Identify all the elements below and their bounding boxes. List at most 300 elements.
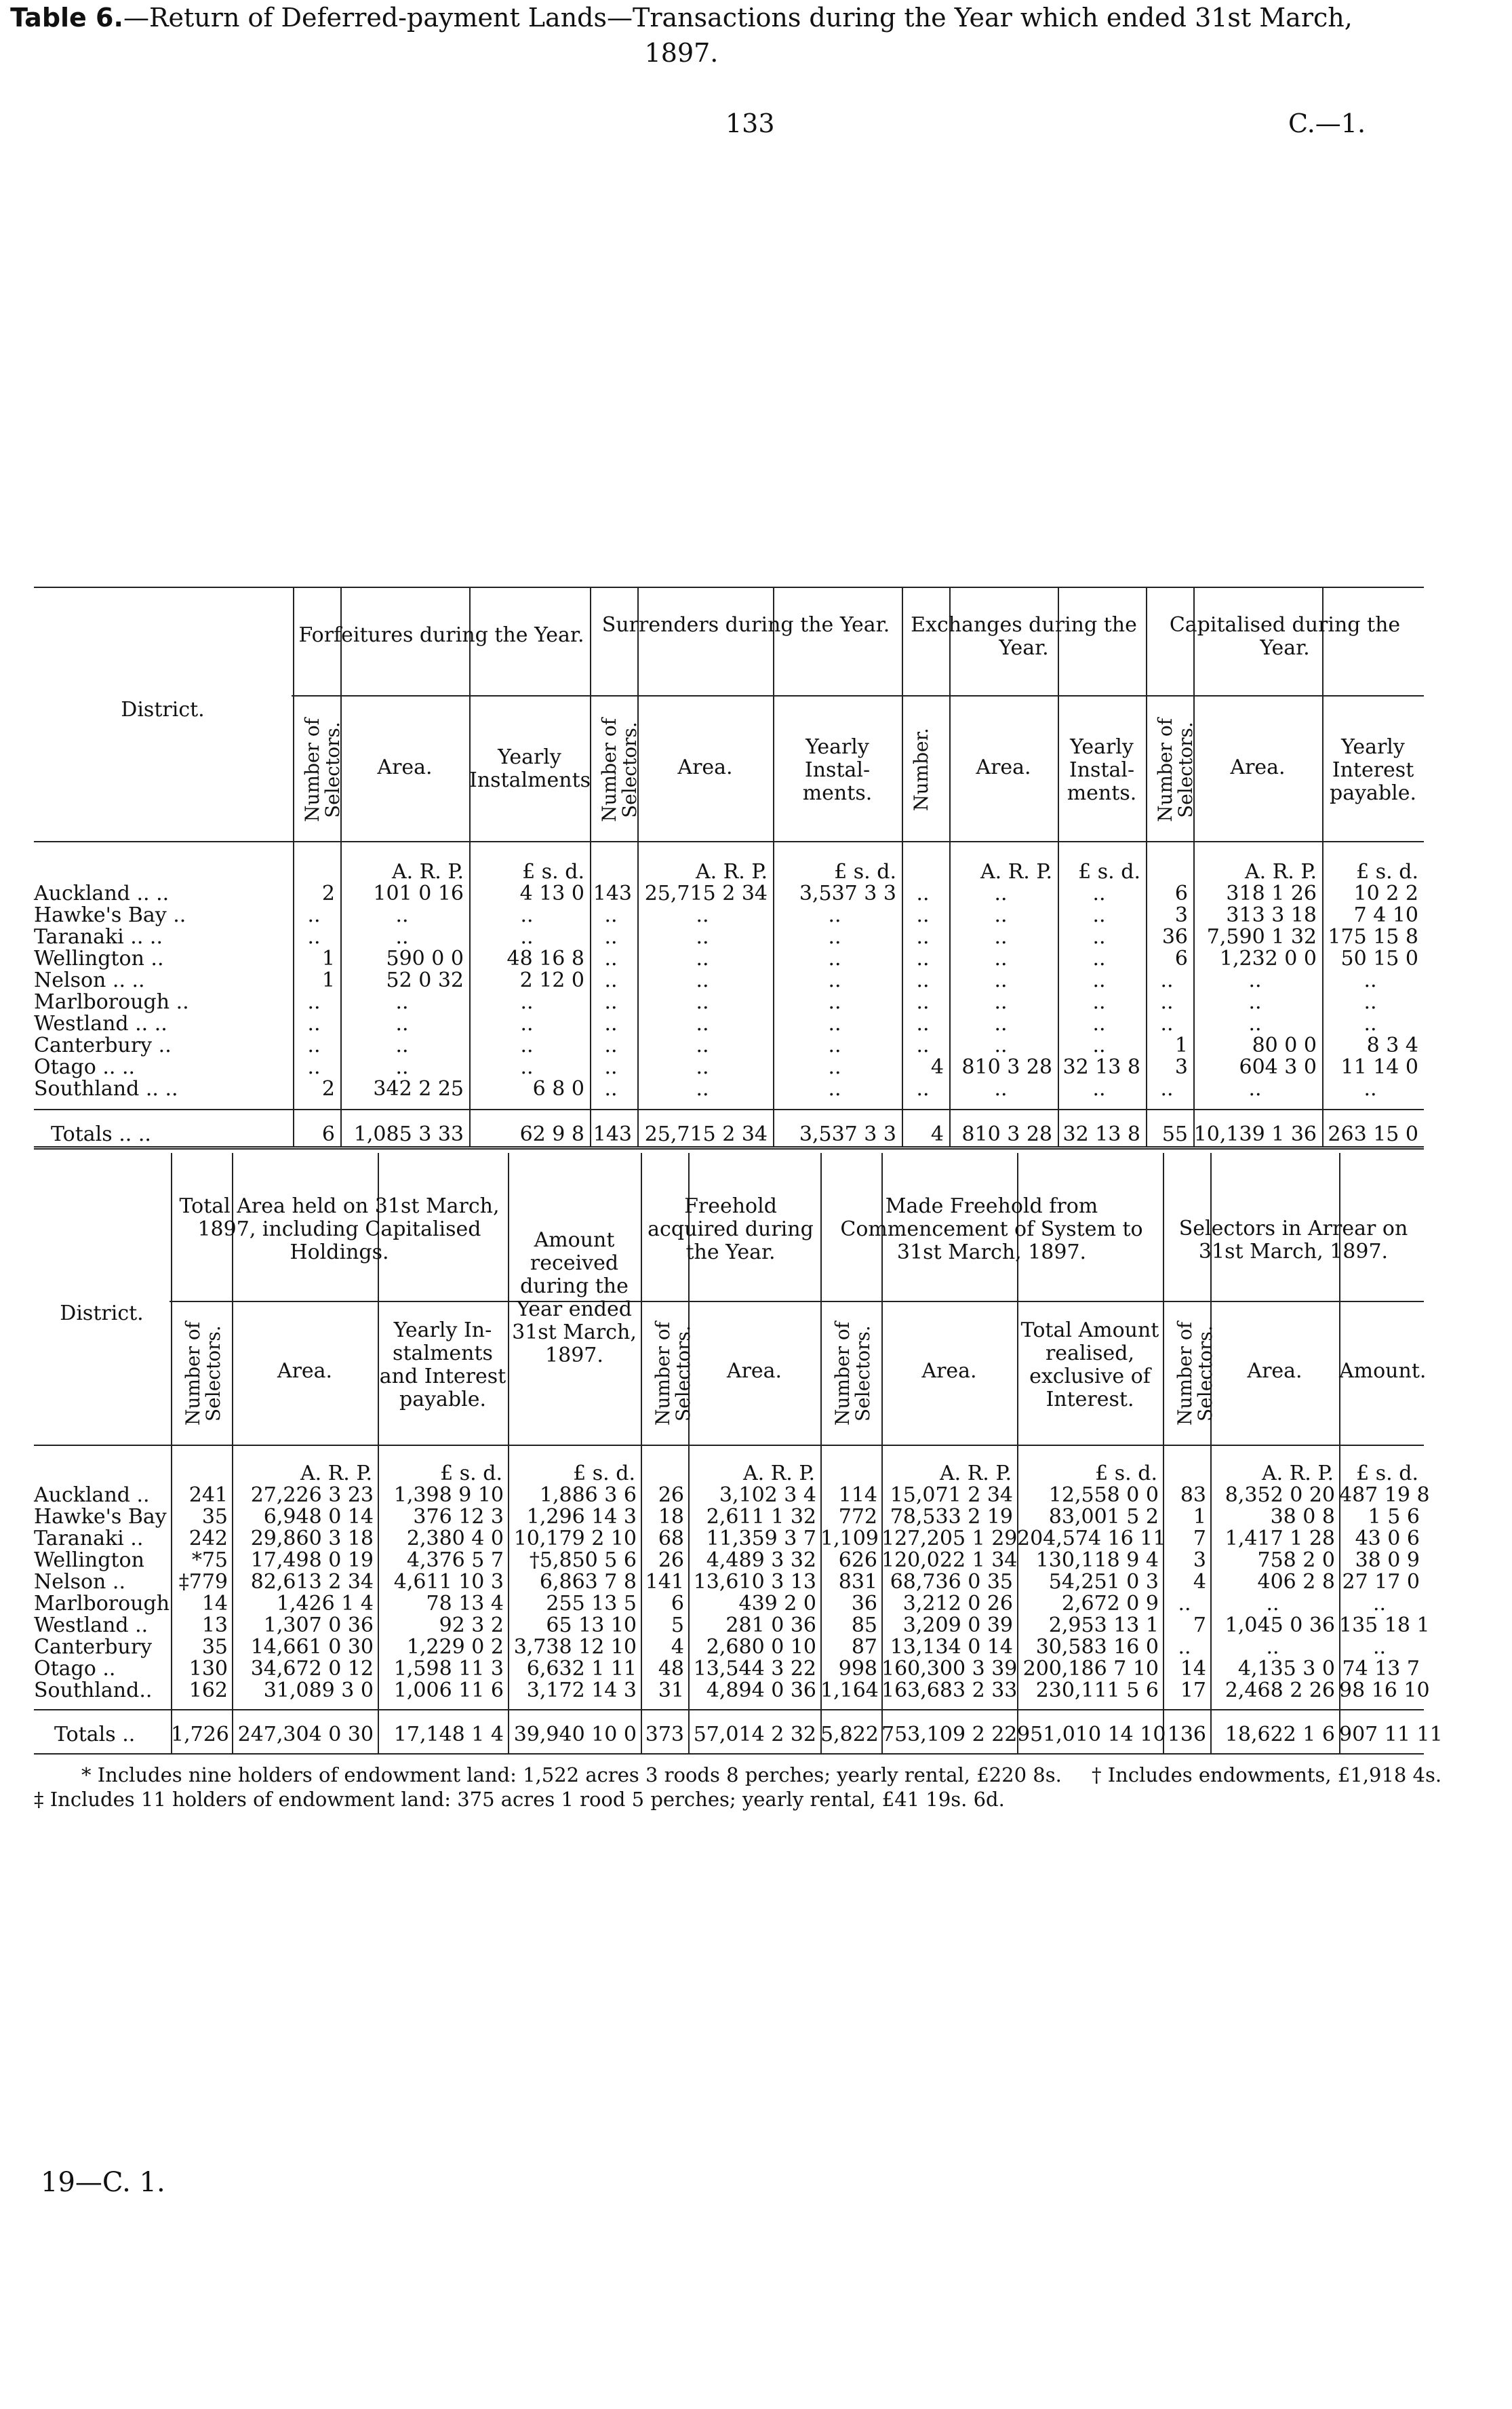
district-header: District. bbox=[121, 698, 205, 722]
totals-cell: 263 15 0 bbox=[1328, 1122, 1418, 1146]
table-cell: 8 3 4 bbox=[1366, 1034, 1418, 1057]
table-cell: .. bbox=[994, 882, 1008, 905]
table-cell: 163,683 2 33 bbox=[881, 1679, 1018, 1702]
table-cell: 1 bbox=[321, 947, 335, 971]
table-cell: 3 bbox=[1174, 903, 1188, 927]
table-cell: 7,590 1 32 bbox=[1206, 925, 1317, 949]
table-cell: 2 12 0 bbox=[519, 968, 584, 992]
table-cell: .. bbox=[395, 925, 409, 949]
table-cell: 313 3 18 bbox=[1226, 903, 1317, 927]
table-cell: 376 12 3 bbox=[413, 1505, 504, 1529]
table-cell: 4,489 3 32 bbox=[706, 1548, 816, 1572]
header-yearly-instalments: Yearly In-stalments and Interest payable. bbox=[379, 1318, 506, 1411]
table-cell: .. bbox=[696, 990, 709, 1014]
unit-label: A. R. P. bbox=[980, 860, 1052, 884]
table-cell: 52 0 32 bbox=[386, 968, 464, 992]
totals-cell: 18,622 1 6 bbox=[1225, 1723, 1335, 1746]
table-cell: 15,071 2 34 bbox=[890, 1483, 1013, 1507]
group-amount-received: Amount received during the Year ended 31st March, 1897. bbox=[512, 1228, 637, 1367]
table-cell: .. bbox=[604, 925, 618, 949]
header-area: Area. bbox=[921, 1359, 977, 1383]
table-cell: 10 2 2 bbox=[1353, 882, 1418, 905]
table-cell: 4 bbox=[930, 1055, 944, 1079]
table-cell: .. bbox=[1092, 1077, 1106, 1101]
table-cell: .. bbox=[696, 1055, 709, 1079]
table-cell: 13,134 0 14 bbox=[890, 1635, 1013, 1659]
table-cell: †5,850 5 6 bbox=[529, 1548, 637, 1572]
table-cell: 4,611 10 3 bbox=[393, 1570, 504, 1594]
table-cell: 2,468 2 26 bbox=[1225, 1679, 1335, 1702]
totals-cell: 25,715 2 34 bbox=[644, 1122, 768, 1146]
table-cell: 230,111 5 6 bbox=[1035, 1679, 1159, 1702]
table-cell: .. bbox=[994, 1077, 1008, 1101]
table-cell: 114 bbox=[838, 1483, 877, 1507]
rule-line bbox=[34, 587, 1424, 588]
table-cell: .. bbox=[828, 968, 841, 992]
table-cell: .. bbox=[520, 1034, 534, 1057]
table-cell: 82,613 2 34 bbox=[250, 1570, 374, 1594]
table-cell: 35 bbox=[201, 1635, 228, 1659]
table-cell: .. bbox=[696, 1034, 709, 1057]
table-number: Table 6. bbox=[10, 3, 123, 33]
district-name: Canterbury .. bbox=[34, 1034, 172, 1057]
table-cell: 31 bbox=[658, 1679, 684, 1702]
table-cell: .. bbox=[604, 947, 618, 971]
table-cell: 26 bbox=[658, 1548, 684, 1572]
rule-line bbox=[34, 1753, 1424, 1755]
table-cell: .. bbox=[1160, 1077, 1174, 1101]
table-cell: 92 3 2 bbox=[439, 1613, 504, 1637]
district-name: Marlborough bbox=[34, 1592, 170, 1615]
page-footer: 19—C. 1. bbox=[41, 2167, 165, 2198]
table-cell: .. bbox=[1092, 990, 1106, 1014]
district-name: Otago .. bbox=[34, 1657, 116, 1681]
table-cell: 83,001 5 2 bbox=[1048, 1505, 1159, 1529]
table-cell: 6,863 7 8 bbox=[539, 1570, 637, 1594]
totals-cell: 247,304 0 30 bbox=[237, 1723, 374, 1746]
table-cell: 810 3 28 bbox=[961, 1055, 1052, 1079]
table-cell: 14 bbox=[1180, 1657, 1206, 1681]
unit-label: A. R. P. bbox=[300, 1462, 372, 1485]
table-cell: .. bbox=[1092, 882, 1106, 905]
district-name: Taranaki .. bbox=[34, 1527, 144, 1550]
table-cell: 318 1 26 bbox=[1226, 882, 1317, 905]
table-cell: .. bbox=[1092, 903, 1106, 927]
table-cell: .. bbox=[994, 968, 1008, 992]
table-cell: 406 2 8 bbox=[1257, 1570, 1335, 1594]
table-cell: 1,229 0 2 bbox=[406, 1635, 504, 1659]
table-cell: .. bbox=[828, 903, 841, 927]
unit-label: A. R. P. bbox=[1244, 860, 1317, 884]
table-cell: .. bbox=[307, 1012, 321, 1036]
table-cell: 998 bbox=[838, 1657, 877, 1681]
table-cell: .. bbox=[1372, 1635, 1387, 1659]
table-cell: 1 5 6 bbox=[1368, 1505, 1420, 1529]
table-cell: .. bbox=[1160, 968, 1174, 992]
header-area: Area. bbox=[1230, 756, 1286, 779]
district-name: Nelson .. bbox=[34, 1570, 125, 1594]
table-cell: .. bbox=[828, 1055, 841, 1079]
header-yearly-instalments: Yearly Instal-ments. bbox=[1067, 735, 1137, 805]
table-cell: 6 bbox=[1174, 882, 1188, 905]
table-cell: 98 16 10 bbox=[1339, 1679, 1430, 1702]
table-cell: 11 14 0 bbox=[1340, 1055, 1418, 1079]
table-cell: .. bbox=[994, 1034, 1008, 1057]
unit-label: £ s. d. bbox=[440, 1462, 502, 1485]
table-cell: 6 bbox=[1174, 947, 1188, 971]
table-cell: 74 13 7 bbox=[1342, 1657, 1420, 1681]
table-cell: .. bbox=[1364, 1012, 1377, 1036]
table-cell: .. bbox=[828, 990, 841, 1014]
unit-label: A. R. P. bbox=[695, 860, 768, 884]
table-cell: 1,426 1 4 bbox=[276, 1592, 374, 1615]
table-cell: 87 bbox=[851, 1635, 877, 1659]
table-cell: .. bbox=[520, 1055, 534, 1079]
table-cell: 13,544 3 22 bbox=[693, 1657, 816, 1681]
totals-cell: 143 bbox=[593, 1122, 632, 1146]
table-cell: 758 2 0 bbox=[1257, 1548, 1335, 1572]
table-cell: 6 bbox=[671, 1592, 684, 1615]
unit-label: £ s. d. bbox=[1095, 1462, 1157, 1485]
unit-label: £ s. d. bbox=[1356, 860, 1418, 884]
table-cell: 6,632 1 11 bbox=[526, 1657, 637, 1681]
table-cell: 2,680 0 10 bbox=[706, 1635, 816, 1659]
header-yearly-instalments: Yearly Instalments bbox=[469, 745, 591, 792]
unit-label: £ s. d. bbox=[834, 860, 896, 884]
table-cell: 772 bbox=[838, 1505, 877, 1529]
table-cell: 1,398 9 10 bbox=[393, 1483, 504, 1507]
table-cell: .. bbox=[520, 1012, 534, 1036]
table-cell: 34,672 0 12 bbox=[250, 1657, 374, 1681]
totals-cell: 10,139 1 36 bbox=[1193, 1122, 1317, 1146]
table-cell: 1 bbox=[1174, 1034, 1188, 1057]
table-cell: 35 bbox=[201, 1505, 228, 1529]
table-cell: .. bbox=[1178, 1635, 1191, 1659]
table-cell: .. bbox=[307, 925, 321, 949]
table-cell: 3,172 14 3 bbox=[526, 1679, 637, 1702]
table-cell: 200,186 7 10 bbox=[1022, 1657, 1159, 1681]
table-title: —Return of Deferred-payment Lands—Transactions during the Year which ended 31st March, 1897. bbox=[123, 3, 1353, 68]
table-cell: 18 bbox=[658, 1505, 684, 1529]
table-cell: .. bbox=[604, 968, 618, 992]
table-cell: .. bbox=[307, 1055, 321, 1079]
table-cell: .. bbox=[604, 1055, 618, 1079]
table-cell: 78,533 2 19 bbox=[890, 1505, 1013, 1529]
table-cell: 162 bbox=[188, 1679, 228, 1702]
table-cell: 175 15 8 bbox=[1328, 925, 1418, 949]
table-cell: .. bbox=[604, 1077, 618, 1101]
table-cell: .. bbox=[1160, 1012, 1174, 1036]
table-cell: .. bbox=[1364, 990, 1377, 1014]
totals-cell: 907 11 11 bbox=[1339, 1723, 1443, 1746]
table-cell: 13 bbox=[201, 1613, 228, 1637]
table-cell: 2 bbox=[321, 882, 335, 905]
table-cell: 38 0 9 bbox=[1355, 1548, 1420, 1572]
table-cell: .. bbox=[604, 1034, 618, 1057]
table-cell: 3,738 12 10 bbox=[513, 1635, 637, 1659]
unit-label: A. R. P. bbox=[391, 860, 464, 884]
table-cell: 80 0 0 bbox=[1252, 1034, 1317, 1057]
district-name: Hawke's Bay .. bbox=[34, 903, 186, 927]
table-cell: 13,610 3 13 bbox=[693, 1570, 816, 1594]
table-cell: 241 bbox=[188, 1483, 228, 1507]
table-cell: .. bbox=[828, 1034, 841, 1057]
table-cell: 4,135 3 0 bbox=[1237, 1657, 1335, 1681]
table-cell: 1,232 0 0 bbox=[1219, 947, 1317, 971]
footnote-dagger: † Includes endowments, £1,918 4s. bbox=[1092, 1763, 1442, 1786]
table-cell: .. bbox=[994, 925, 1008, 949]
vertical-header: Number of Selectors. bbox=[1154, 718, 1197, 822]
totals-cell: 1,726 bbox=[171, 1723, 229, 1746]
table-cell: .. bbox=[1248, 990, 1262, 1014]
totals-cell: 55 bbox=[1161, 1122, 1188, 1146]
rule-line bbox=[170, 1301, 1424, 1302]
table-cell: 6 8 0 bbox=[532, 1077, 584, 1101]
header-area: Area. bbox=[1247, 1359, 1302, 1383]
table-cell: 4 bbox=[671, 1635, 684, 1659]
table-cell: 25,715 2 34 bbox=[644, 882, 768, 905]
vertical-header: Number of Selectors. bbox=[831, 1321, 874, 1426]
table-cell: *75 bbox=[191, 1548, 228, 1572]
table-cell: 1 bbox=[321, 968, 335, 992]
table-cell: .. bbox=[1364, 968, 1377, 992]
table-cell: 68 bbox=[658, 1527, 684, 1550]
table-cell: 3,537 3 3 bbox=[799, 882, 896, 905]
table-cell: 439 2 0 bbox=[738, 1592, 816, 1615]
table-cell: 281 0 36 bbox=[725, 1613, 816, 1637]
table-cell: .. bbox=[1364, 1077, 1377, 1101]
unit-label: A. R. P. bbox=[1261, 1462, 1334, 1485]
table-caption bbox=[0, 0, 1363, 71]
totals-cell: 57,014 2 32 bbox=[693, 1723, 816, 1746]
table-cell: 7 4 10 bbox=[1353, 903, 1418, 927]
table-cell: .. bbox=[604, 990, 618, 1014]
unit-label: A. R. P. bbox=[742, 1462, 815, 1485]
table-cell: 130 bbox=[188, 1657, 228, 1681]
table-cell: .. bbox=[916, 990, 930, 1014]
table-cell: 6,948 0 14 bbox=[263, 1505, 374, 1529]
table-cell: .. bbox=[916, 882, 930, 905]
table-cell: .. bbox=[1092, 1012, 1106, 1036]
district-name: Canterbury bbox=[34, 1635, 153, 1659]
table-cell: 2,953 13 1 bbox=[1048, 1613, 1159, 1637]
table-cell: .. bbox=[696, 968, 709, 992]
vertical-header: Number of Selectors. bbox=[652, 1321, 694, 1426]
table-cell: 85 bbox=[851, 1613, 877, 1637]
table-cell: 604 3 0 bbox=[1239, 1055, 1317, 1079]
table-cell: .. bbox=[1092, 947, 1106, 971]
table-cell: .. bbox=[916, 1077, 930, 1101]
rule-line bbox=[292, 695, 1424, 697]
table-cell: .. bbox=[1266, 1635, 1279, 1659]
table-cell: 130,118 9 4 bbox=[1035, 1548, 1159, 1572]
header-area: Area. bbox=[976, 756, 1031, 779]
table-cell: 68,736 0 35 bbox=[890, 1570, 1013, 1594]
header-yearly-instalments: Yearly Instal-ments. bbox=[802, 735, 873, 805]
district-name: Marlborough .. bbox=[34, 990, 189, 1014]
totals-label: Totals .. .. bbox=[51, 1122, 151, 1146]
vertical-header: Number of Selectors. bbox=[182, 1321, 224, 1426]
table-cell: .. bbox=[520, 903, 534, 927]
table-cell: 342 2 25 bbox=[373, 1077, 464, 1101]
table-cell: .. bbox=[916, 1034, 930, 1057]
table-cell: .. bbox=[604, 1012, 618, 1036]
table-cell: 2,380 4 0 bbox=[406, 1527, 504, 1550]
table-cell: .. bbox=[395, 1055, 409, 1079]
table-cell: 204,574 16 11 bbox=[1017, 1527, 1166, 1550]
header-area: Area. bbox=[677, 756, 733, 779]
table-cell: 1,307 0 36 bbox=[263, 1613, 374, 1637]
table-cell: .. bbox=[1092, 925, 1106, 949]
table-cell: .. bbox=[395, 1012, 409, 1036]
table-cell: .. bbox=[994, 903, 1008, 927]
table-cell: 2,672 0 9 bbox=[1061, 1592, 1159, 1615]
table-cell: 17 bbox=[1180, 1679, 1206, 1702]
table-cell: .. bbox=[828, 925, 841, 949]
district-name: Southland .. .. bbox=[34, 1077, 178, 1101]
unit-label: £ s. d. bbox=[522, 860, 584, 884]
vertical-header: Number of Selectors. bbox=[598, 718, 641, 822]
table-cell: 255 13 5 bbox=[546, 1592, 637, 1615]
table-cell: .. bbox=[828, 947, 841, 971]
group-surrenders: Surrenders during the Year. bbox=[601, 613, 890, 637]
footnote-double-dagger: ‡ Includes 11 holders of endowment land: 375 acres 1 rood 5 perches; yearly rental, £41 19s. 6d. bbox=[34, 1788, 1005, 1811]
table-cell: 5 bbox=[671, 1613, 684, 1637]
district-name: Auckland .. bbox=[34, 1483, 150, 1507]
table-cell: 590 0 0 bbox=[386, 947, 464, 971]
table-cell: 1,886 3 6 bbox=[539, 1483, 637, 1507]
table-cell: 3,102 3 4 bbox=[719, 1483, 816, 1507]
unit-label: £ s. d. bbox=[573, 1462, 635, 1485]
table-cell: 1,417 1 28 bbox=[1225, 1527, 1335, 1550]
table-cell: 78 13 4 bbox=[426, 1592, 504, 1615]
table-cell: 4,894 0 36 bbox=[706, 1679, 816, 1702]
table-cell: 31,089 3 0 bbox=[263, 1679, 374, 1702]
table-cell: 30,583 16 0 bbox=[1035, 1635, 1159, 1659]
table-cell: .. bbox=[520, 990, 534, 1014]
table-cell: 27,226 3 23 bbox=[250, 1483, 374, 1507]
unit-label: A. R. P. bbox=[939, 1462, 1012, 1485]
totals-cell: 753,109 2 22 bbox=[881, 1723, 1018, 1746]
footnote-star: * Includes nine holders of endowment land: 1,522 acres 3 roods 8 perches; yearly rental, £220 8s. bbox=[81, 1763, 1062, 1786]
totals-cell: 6 bbox=[321, 1122, 335, 1146]
group-forfeitures: Forfeitures during the Year. bbox=[298, 623, 584, 647]
table-cell: 1,006 11 6 bbox=[393, 1679, 504, 1702]
table-cell: .. bbox=[395, 1034, 409, 1057]
district-name: Nelson .. .. bbox=[34, 968, 145, 992]
table-cell: .. bbox=[916, 947, 930, 971]
header-area: Area. bbox=[277, 1359, 333, 1383]
table-cell: 127,205 1 29 bbox=[881, 1527, 1018, 1550]
page-reference: C.—1. bbox=[1288, 109, 1366, 138]
table-cell: .. bbox=[1248, 1077, 1262, 1101]
table-cell: 160,300 3 39 bbox=[881, 1657, 1018, 1681]
table-cell: 11,359 3 7 bbox=[706, 1527, 816, 1550]
table-cell: .. bbox=[696, 1012, 709, 1036]
group-made-freehold: Made Freehold from Commencement of System to 31st March, 1897. bbox=[840, 1194, 1143, 1264]
table-cell: 143 bbox=[593, 882, 632, 905]
header-total-realised: Total Amount realised, exclusive of Interest. bbox=[1020, 1318, 1159, 1411]
district-name: Westland .. .. bbox=[34, 1012, 167, 1036]
table-cell: 3,209 0 39 bbox=[902, 1613, 1013, 1637]
table-cell: 7 bbox=[1193, 1613, 1206, 1637]
rule-line bbox=[34, 841, 1424, 842]
page-number: 133 bbox=[725, 109, 775, 138]
table-cell: .. bbox=[1178, 1592, 1191, 1615]
table-cell: .. bbox=[994, 1012, 1008, 1036]
table-cell: 43 0 6 bbox=[1355, 1527, 1420, 1550]
totals-cell: 4 bbox=[930, 1122, 944, 1146]
table-cell: 4 13 0 bbox=[519, 882, 584, 905]
table-cell: 36 bbox=[851, 1592, 877, 1615]
table-cell: .. bbox=[307, 990, 321, 1014]
district-name: Taranaki .. .. bbox=[34, 925, 163, 949]
totals-cell: 5,822 bbox=[820, 1723, 879, 1746]
table-cell: 2 bbox=[321, 1077, 335, 1101]
table-cell: .. bbox=[696, 903, 709, 927]
group-capitalised: Capitalised during the Year. bbox=[1169, 613, 1401, 660]
table-cell: 487 19 8 bbox=[1339, 1483, 1430, 1507]
table-cell: .. bbox=[696, 1077, 709, 1101]
table-cell: 38 0 8 bbox=[1270, 1505, 1335, 1529]
table-cell: 3 bbox=[1174, 1055, 1188, 1079]
vertical-header: Number. bbox=[910, 728, 932, 812]
table-cell: 48 bbox=[658, 1657, 684, 1681]
totals-cell: 17,148 1 4 bbox=[393, 1723, 504, 1746]
rule-line bbox=[34, 1445, 1424, 1446]
table-cell: 36 bbox=[1161, 925, 1188, 949]
table-cell: .. bbox=[1248, 968, 1262, 992]
header-amount: Amount. bbox=[1339, 1359, 1427, 1383]
unit-label: £ s. d. bbox=[1078, 860, 1140, 884]
group-freehold-acquired: Freehold acquired during the Year. bbox=[648, 1194, 814, 1264]
table-cell: 242 bbox=[188, 1527, 228, 1550]
table-cell: .. bbox=[1248, 1012, 1262, 1036]
totals-label: Totals .. bbox=[54, 1723, 136, 1746]
table-cell: 50 15 0 bbox=[1340, 947, 1418, 971]
district-name: Wellington bbox=[34, 1548, 144, 1572]
totals-cell: 3,537 3 3 bbox=[799, 1122, 896, 1146]
table-cell: .. bbox=[395, 990, 409, 1014]
table-cell: 4 bbox=[1193, 1570, 1206, 1594]
header-area: Area. bbox=[726, 1359, 782, 1383]
table-cell: .. bbox=[520, 925, 534, 949]
district-name: Otago .. .. bbox=[34, 1055, 136, 1079]
table-cell: ‡779 bbox=[178, 1570, 228, 1594]
table-cell: .. bbox=[307, 903, 321, 927]
table-cell: 3,212 0 26 bbox=[902, 1592, 1013, 1615]
table-cell: 12,558 0 0 bbox=[1048, 1483, 1159, 1507]
totals-cell: 39,940 10 0 bbox=[513, 1723, 637, 1746]
table-cell: 141 bbox=[645, 1570, 684, 1594]
table-cell: .. bbox=[1372, 1592, 1387, 1615]
unit-label: £ s. d. bbox=[1356, 1462, 1418, 1485]
totals-cell: 32 13 8 bbox=[1062, 1122, 1140, 1146]
table-cell: 7 bbox=[1193, 1527, 1206, 1550]
table-cell: .. bbox=[916, 968, 930, 992]
table-cell: 83 bbox=[1180, 1483, 1206, 1507]
totals-cell: 373 bbox=[645, 1723, 684, 1746]
rule-line bbox=[34, 1709, 1424, 1710]
table-cell: .. bbox=[916, 1012, 930, 1036]
table-cell: .. bbox=[1266, 1592, 1279, 1615]
table-cell: 4,376 5 7 bbox=[406, 1548, 504, 1572]
table-cell: 8,352 0 20 bbox=[1225, 1483, 1335, 1507]
table-cell: 1,109 bbox=[820, 1527, 879, 1550]
table-cell: 3 bbox=[1193, 1548, 1206, 1572]
table-cell: .. bbox=[696, 947, 709, 971]
district-name: Auckland .. .. bbox=[34, 882, 170, 905]
